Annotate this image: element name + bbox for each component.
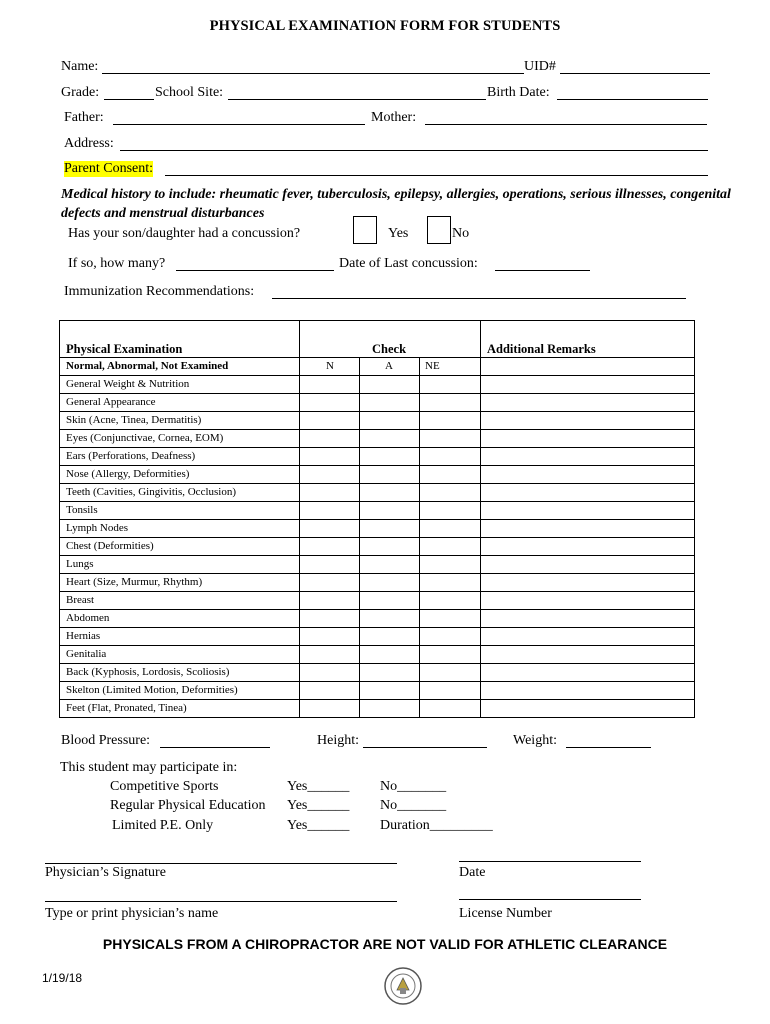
check-normal-cell[interactable] xyxy=(300,610,359,628)
exam-item-label: Teeth (Cavities, Gingivitis, Occlusion) xyxy=(66,486,237,498)
check-normal-cell[interactable] xyxy=(300,592,359,610)
concussion-count-label: If so, how many? xyxy=(68,256,166,271)
participation-yes[interactable]: Yes______ xyxy=(287,818,350,833)
table-row xyxy=(60,447,694,466)
weight-field[interactable] xyxy=(566,747,651,748)
name-label: Name: xyxy=(61,59,99,74)
check-not-examined-cell[interactable] xyxy=(420,484,480,502)
uid-label: UID# xyxy=(524,59,556,74)
check-abnormal-cell[interactable] xyxy=(360,520,419,538)
check-normal-cell[interactable] xyxy=(300,574,359,592)
check-not-examined-cell[interactable] xyxy=(420,376,480,394)
check-normal-cell[interactable] xyxy=(300,430,359,448)
check-not-examined-cell[interactable] xyxy=(420,538,480,556)
check-normal-cell[interactable] xyxy=(300,502,359,520)
check-not-examined-cell[interactable] xyxy=(420,430,480,448)
check-abnormal-cell[interactable] xyxy=(360,430,419,448)
page-title: PHYSICAL EXAMINATION FORM FOR STUDENTS xyxy=(209,18,561,34)
school-site-label: School Site: xyxy=(155,85,224,100)
check-normal-cell[interactable] xyxy=(300,376,359,394)
father-label: Father: xyxy=(64,110,104,125)
table-row xyxy=(60,627,694,646)
check-normal-cell[interactable] xyxy=(300,520,359,538)
last-concussion-label: Date of Last concussion: xyxy=(339,256,478,271)
license-number-label: License Number xyxy=(459,906,552,921)
table-header-exam: Physical Examination xyxy=(66,342,183,356)
remarks-cell[interactable] xyxy=(481,610,693,628)
remarks-cell[interactable] xyxy=(481,664,693,682)
mother-label: Mother: xyxy=(371,110,417,125)
check-abnormal-cell[interactable] xyxy=(360,664,419,682)
check-not-examined-cell[interactable] xyxy=(420,502,480,520)
check-not-examined-cell[interactable] xyxy=(420,556,480,574)
signature-date-line[interactable] xyxy=(459,861,641,862)
table-row xyxy=(60,555,694,574)
physician-name-label: Type or print physician’s name xyxy=(45,906,219,921)
check-normal-cell[interactable] xyxy=(300,682,359,700)
remarks-cell[interactable] xyxy=(481,502,693,520)
check-not-examined-cell[interactable] xyxy=(420,466,480,484)
check-not-examined-cell[interactable] xyxy=(420,592,480,610)
exam-item-label: Hernias xyxy=(66,630,101,642)
concussion-no-checkbox[interactable] xyxy=(427,216,451,244)
concussion-yes-checkbox[interactable] xyxy=(353,216,377,244)
remarks-cell[interactable] xyxy=(481,574,693,592)
exam-item-label: Ears (Perforations, Deafness) xyxy=(66,450,196,462)
check-col-ne: NE xyxy=(425,360,440,372)
remarks-cell[interactable] xyxy=(481,376,693,394)
table-row xyxy=(60,465,694,484)
remarks-cell[interactable] xyxy=(481,394,693,412)
physician-signature-label: Physician’s Signature xyxy=(45,865,166,880)
exam-item-label: Genitalia xyxy=(66,648,107,660)
weight-label: Weight: xyxy=(513,733,557,748)
check-normal-cell[interactable] xyxy=(300,664,359,682)
table-row xyxy=(60,663,694,682)
check-abnormal-cell[interactable] xyxy=(360,394,419,412)
exam-item-label: Skelton (Limited Motion, Deformities) xyxy=(66,684,238,696)
check-not-examined-cell[interactable] xyxy=(420,412,480,430)
participation-yes[interactable]: Yes______ xyxy=(287,779,350,794)
name-field[interactable] xyxy=(102,73,524,74)
license-number-line[interactable] xyxy=(459,899,641,900)
grade-field[interactable] xyxy=(104,99,154,100)
check-abnormal-cell[interactable] xyxy=(360,610,419,628)
remarks-cell[interactable] xyxy=(481,412,693,430)
duration-field[interactable]: Duration_________ xyxy=(380,818,493,833)
table-row xyxy=(60,393,694,412)
participation-yes[interactable]: Yes______ xyxy=(287,798,350,813)
table-row xyxy=(60,645,694,664)
exam-item-label: General Weight & Nutrition xyxy=(66,378,190,390)
check-not-examined-cell[interactable] xyxy=(420,700,480,718)
immunization-label: Immunization Recommendations: xyxy=(64,284,255,299)
check-normal-cell[interactable] xyxy=(300,538,359,556)
grade-label: Grade: xyxy=(61,85,100,100)
check-col-a: A xyxy=(385,360,393,372)
remarks-cell[interactable] xyxy=(481,700,693,718)
remarks-cell[interactable] xyxy=(481,628,693,646)
participation-label: Regular Physical Education xyxy=(110,798,266,813)
check-normal-cell[interactable] xyxy=(300,700,359,718)
check-abnormal-cell[interactable] xyxy=(360,484,419,502)
exam-item-label: Chest (Deformities) xyxy=(66,540,154,552)
physician-name-line[interactable] xyxy=(45,901,397,902)
table-header-check: Check xyxy=(372,342,407,356)
table-row xyxy=(60,591,694,610)
uid-field[interactable] xyxy=(560,73,710,74)
table-header-remarks: Additional Remarks xyxy=(487,342,596,356)
parent-consent-label: Parent Consent: xyxy=(64,161,154,176)
participation-no[interactable]: No_______ xyxy=(380,779,447,794)
table-row xyxy=(60,411,694,430)
participation-intro: This student may participate in: xyxy=(60,760,238,775)
check-normal-cell[interactable] xyxy=(300,394,359,412)
physical-exam-table xyxy=(59,320,695,718)
exam-item-label: Tonsils xyxy=(66,504,98,516)
concussion-no-label: No xyxy=(452,226,470,241)
table-row xyxy=(60,519,694,538)
exam-item-label: Lungs xyxy=(66,558,94,570)
participation-label: Competitive Sports xyxy=(110,779,219,794)
remarks-cell[interactable] xyxy=(481,448,693,466)
remarks-cell[interactable] xyxy=(481,556,693,574)
table-row xyxy=(60,375,694,394)
check-abnormal-cell[interactable] xyxy=(360,538,419,556)
remarks-cell[interactable] xyxy=(481,646,693,664)
concussion-yes-label: Yes xyxy=(388,226,409,241)
check-not-examined-cell[interactable] xyxy=(420,448,480,466)
check-not-examined-cell[interactable] xyxy=(420,394,480,412)
check-not-examined-cell[interactable] xyxy=(420,610,480,628)
exam-item-label: General Appearance xyxy=(66,396,156,408)
remarks-cell[interactable] xyxy=(481,538,693,556)
last-concussion-field[interactable] xyxy=(495,270,590,271)
check-normal-cell[interactable] xyxy=(300,448,359,466)
chiropractor-notice: PHYSICALS FROM A CHIROPRACTOR ARE NOT VALID FOR ATHLETIC CLEARANCE xyxy=(102,936,668,952)
check-abnormal-cell[interactable] xyxy=(360,412,419,430)
table-row xyxy=(60,681,694,700)
table-subheader: Normal, Abnormal, Not Examined xyxy=(66,360,229,372)
check-abnormal-cell[interactable] xyxy=(360,448,419,466)
remarks-cell[interactable] xyxy=(481,520,693,538)
check-normal-cell[interactable] xyxy=(300,646,359,664)
check-not-examined-cell[interactable] xyxy=(420,682,480,700)
signature-date-label: Date xyxy=(459,865,486,880)
table-row xyxy=(60,573,694,592)
check-abnormal-cell[interactable] xyxy=(360,682,419,700)
remarks-cell[interactable] xyxy=(481,430,693,448)
immunization-field[interactable] xyxy=(272,298,686,299)
check-abnormal-cell[interactable] xyxy=(360,628,419,646)
check-abnormal-cell[interactable] xyxy=(360,502,419,520)
concussion-question: Has your son/daughter had a concussion? xyxy=(68,226,301,241)
exam-item-label: Eyes (Conjunctivae, Cornea, EOM) xyxy=(66,432,224,444)
check-col-n: N xyxy=(326,360,334,372)
check-not-examined-cell[interactable] xyxy=(420,664,480,682)
revision-date: 1/19/18 xyxy=(42,971,83,985)
exam-item-label: Back (Kyphosis, Lordosis, Scoliosis) xyxy=(66,666,230,678)
check-not-examined-cell[interactable] xyxy=(420,520,480,538)
parent-consent-field[interactable] xyxy=(165,175,708,176)
table-row xyxy=(60,609,694,628)
physician-signature-line[interactable] xyxy=(45,863,397,864)
check-normal-cell[interactable] xyxy=(300,484,359,502)
concussion-count-field[interactable] xyxy=(176,270,334,271)
table-row xyxy=(60,429,694,448)
exam-item-label: Heart (Size, Murmur, Rhythm) xyxy=(66,576,203,588)
father-field[interactable] xyxy=(113,124,365,125)
remarks-cell[interactable] xyxy=(481,484,693,502)
remarks-cell[interactable] xyxy=(481,682,693,700)
exam-item-label: Breast xyxy=(66,594,95,606)
height-label: Height: xyxy=(317,733,359,748)
school-seal-logo xyxy=(383,966,423,1006)
check-abnormal-cell[interactable] xyxy=(360,592,419,610)
birth-date-label: Birth Date: xyxy=(487,85,550,100)
table-subheader-row xyxy=(60,357,694,376)
check-normal-cell[interactable] xyxy=(300,412,359,430)
check-abnormal-cell[interactable] xyxy=(360,466,419,484)
remarks-cell[interactable] xyxy=(481,466,693,484)
exam-item-label: Feet (Flat, Pronated, Tinea) xyxy=(66,702,187,714)
check-normal-cell[interactable] xyxy=(300,628,359,646)
address-field[interactable] xyxy=(120,150,708,151)
school-site-field[interactable] xyxy=(228,99,486,100)
exam-item-label: Nose (Allergy, Deformities) xyxy=(66,468,190,480)
address-label: Address: xyxy=(64,136,114,151)
check-normal-cell[interactable] xyxy=(300,466,359,484)
exam-item-label: Skin (Acne, Tinea, Dermatitis) xyxy=(66,414,202,426)
table-row xyxy=(60,699,694,718)
height-field[interactable] xyxy=(363,747,487,748)
exam-item-label: Lymph Nodes xyxy=(66,522,129,534)
check-abnormal-cell[interactable] xyxy=(360,700,419,718)
check-not-examined-cell[interactable] xyxy=(420,646,480,664)
participation-no[interactable]: No_______ xyxy=(380,798,447,813)
check-not-examined-cell[interactable] xyxy=(420,628,480,646)
check-normal-cell[interactable] xyxy=(300,556,359,574)
participation-label: Limited P.E. Only xyxy=(112,818,214,833)
remarks-cell[interactable] xyxy=(481,592,693,610)
check-abnormal-cell[interactable] xyxy=(360,646,419,664)
table-row xyxy=(60,483,694,502)
blood-pressure-label: Blood Pressure: xyxy=(61,733,151,748)
medical-history-instructions: Medical history to include: rheumatic fever, tuberculosis, epilepsy, allergies, operations, serious illnesses, congenital defects and menstrual disturbances xyxy=(61,187,731,221)
check-abnormal-cell[interactable] xyxy=(360,574,419,592)
mother-field[interactable] xyxy=(425,124,707,125)
check-abnormal-cell[interactable] xyxy=(360,556,419,574)
exam-item-label: Abdomen xyxy=(66,612,110,624)
birth-date-field[interactable] xyxy=(557,99,708,100)
table-row xyxy=(60,537,694,556)
check-not-examined-cell[interactable] xyxy=(420,574,480,592)
table-row xyxy=(60,501,694,520)
blood-pressure-field[interactable] xyxy=(160,747,270,748)
check-abnormal-cell[interactable] xyxy=(360,376,419,394)
